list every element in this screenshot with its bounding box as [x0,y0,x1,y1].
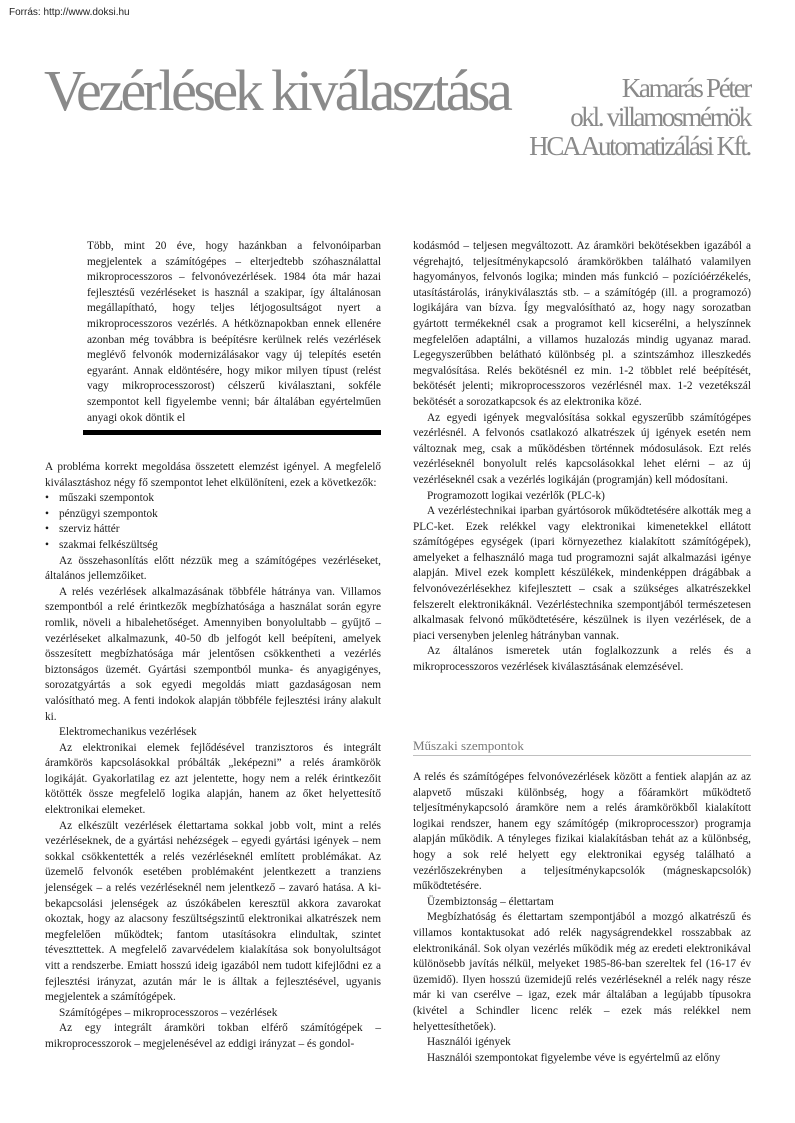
subheading: Programozott logikai vezérlők (PLC-k) [427,489,605,502]
list-item: • műszaki szempontok [45,491,381,507]
paragraph: Az egy integrált áramköri tokban elférő számítógépek – mikroprocesszorok – megjelenésével az eddigi irányzat – és gondol- [45,1022,381,1050]
paragraph: Használói szempontokat figyelembe véve is egyértelmű az előny [427,1051,721,1064]
paragraph: Az egyedi igények megvalósítása sokkal egyszerűbb számítógépes vezérlésnél. A felvonós csatlakozó alkatrészek új igények esetén nem változnak meg, csak a működésben történnek módosulások. Ezt relés vezérléseknél bonyolult relés kapcsolásokkal lehet elérni – az új vezérléseknél csak a vezérlés logikáján (programján) kell módosítani. [413,411,751,486]
paragraph: Az elektronikai elemek fejlődésével tranzisztoros és integrált áramkörös kapcsolásokkal próbálták „leképezni” a relés áramkörök logikáját. Gyakorlatilag ez azt jelentette, hogy nem a relék érintkezőit kötötték össze megfelelő logika alapján, hanem az őket helyettesítő elektronikai elemeket. [45,741,381,817]
paragraph: A relés és számítógépes felvonóvezérlések között a fentiek alapján az az alapvető műszaki különbség, hogy a főáramkört működtető teljesítménykapcsoló áramköre nem a relés áramkörökből kialakított logikai rendszer, hanem egy számítógép (mikroprocesszor) programja alapján működik. A tényleges fizikai kialakításban tehát az a különbség, hogy a sok relé helyett egy elektronikai egység található a vezérlőszekrényben a teljesítménykapcsolók (mágneskapcsolók) működtetésére. [413,771,751,893]
author-block [529,74,750,161]
author-name: Kamarás Péter [621,73,750,103]
left-column [45,460,381,1053]
subheading: Számítógépes – mikroprocesszoros – vezérlések [59,1006,278,1019]
paragraph: Az összehasonlítás előtt nézzük meg a számítógépes vezérléseket, általános jellemzőiket. [45,554,381,583]
list-item: • pénzügyi szempontok [45,507,381,523]
paragraph: A probléma korrekt megoldása összetett elemzést igényel. A megfelelő kiválasztáshoz négy fő szempontot lehet elkülöníteni, ezek a következők: [45,461,381,489]
paragraph: Az általános ismeretek után foglalkozzunk a relés és a mikroprocesszoros vezérlések kiválasztásának elemzésével. [413,645,751,674]
paragraph: Megbízhatóság és élettartam szempontjából a mozgó alkatrészű és villamos kontaktusokat adó relék nagyságrendekkel rosszabbak az elektronikánál. Sok olyan vezérlés működik még az eredeti elektronikával különösebb javítás nélkül, melyeket 1985-86-ban szereltek fel (16-17 év üzemidő). Ilyen hosszú üzemidejű relés vezérléseknél a relék nagy része már ki van cserélve – igaz, ezek már általában a legújabb típusokra (kivétel a Schindler licenc relék – ezek más relékkel nem helyettesíthetőek). [413,911,751,1033]
subheading: Üzembiztonság – élettartam [427,895,554,908]
lead-text: Több, mint 20 éve, hogy hazánkban a felvonóiparban megjelentek a számítógépes – elterjedtebb szóhasználattal mikroprocesszoros – felvonóvezérlések. 1984 óta már hazai fejlesztésű vezérléseket is használ a szakipar, így általánosan megállapítható, hogy teljes létjogosultságot nyert a mikroprocesszoros vezérlés. A hétköznapokban ennek ellenére azonban még továbbra is beépítésre kerülnek relés vezérlések meglévő felvonók modernizálásakor vagy új telepítés esetén egyaránt. Annak eldöntésére, hogy mikor milyen típust (relést vagy mikroprocesszorost) célszerű kiválasztani, sokféle szempontot kell figyelembe venni; bár általában egyértelműen anyagi okok döntik el [87,240,381,424]
list-item: • szerviz háttér [45,522,381,538]
page-title: Vezérlések kiválasztása [44,58,510,123]
author-company: HCA Automatizálási Kft. [529,131,750,161]
author-role: okl. villamosmérnök [570,102,750,132]
paragraph: A relés vezérlések alkalmazásának többféle hátránya van. Villamos szempontból a relé érintkezők megbízhatósága a használat során egyre romlik, növeli a hibalehetőséget. Amennyiben bonyolultabb – gyűjtő – vezérléseket alkalmazunk, 40-50 db jelfogót kell beépíteni, amelyek összesített megbízhatósága már jelentősen csökkentheti a vezérlés biztonságos üzemét. Gyártási szempontból munka- és anyagigényes, sorozatgyártás a sok egyedi megoldás miatt gazdaságosan nem valósítható meg. A fenti indokok alapján többféle fejlesztési irány alakult ki. [45,585,381,723]
criteria-list [45,491,381,553]
right-column-bottom [413,770,751,1066]
subheading: Használói igények [427,1036,511,1049]
subheading: Elektromechanikus vezérlések [59,726,197,739]
paragraph: kodásmód – teljesen megváltozott. Az áramköri bekötésekben igazából a végrehajtó, teljesítménykapcsoló áramkörökben található valamilyen hagyományos, felvonós logika; minden más funkció – pozícióérzékelés, utasítástárolás, iránykiválasztás stb. – a számítógép (ill. a programozó) logikájára van bízva. Így megvalósítható az, hogy nagy sorozatban gyártott termékeknél csak a programot kell kicserélni, a helyszínnek megfelelően adaptálni, a villamos huzalozás mindig ugyanaz marad. Legegyszerűbben belátható különbség pl. a szintszámhoz illeszkedés megvalósítása. Relés bekötésnél ez min. 1-2 többlet relé beépítését, bekötését jelenti; mikroprocesszoros vezérlésnél max. 1-2 vezetékszál bekötését a sorozatkapcsok és az elektronika közé. [413,240,751,408]
paragraph: A vezérléstechnikai iparban gyártósorok működtetésére alkották meg a PLC-ket. Ezek relékkel vagy elektronikai kimenetekkel ellátott számítógépes egységek (ipari környezethez kialakított számítógépek), amelyeket a felhasználó maga tud programozni saját alkalmazási igénye alapján. Mivel ezek komplett készülékek, mindenképpen drágábbak a felvonóvezérlésekhez kifejlesztett – csak a szükséges alkatrészekkel felszerelt elektronikáknál. Vezérléstechnika szempontjából természetesen alkalmasak felvonó működtetésére, készülnek is ilyen vezérlések, de a piaci versenyben jelenleg hátrányban vannak. [413,505,751,642]
source-note: Forrás: http://www.doksi.hu [9,7,130,18]
lead-paragraph [87,239,381,426]
paragraph: Az elkészült vezérlések élettartama sokkal jobb volt, mint a relés vezérléseknek, de a gyártási nehézségek – egyedi gyártási igények – nem sokkal csökkentették a relés vezérléseknél említett problémákat. Az üzemelő felvonók esetében problémaként jelentkezett a tranziens jelenségek – a relés vezérléseknél nem jelentkező – zavaró hatása. A ki-bekapcsolási jelenségek az úszókábelen keresztül akkora zavarokat okoztak, hogy az alacsony feszültségszintű elektronikai alkatrészek nem megfelelően működtek; fantom utasításokra elindultak, szintet téveszttettek. A megfelelő zavarvédelem kialakítása sok bonyolultságot vitt a rendszerbe. Emiatt hosszú ideig igazából nem tudott kifejlődni ez a fejlesztési irányzat, azután már le is álltak a fejlesztésével, ugyanis megjelentek a számítógépek. [45,819,381,1004]
lead-divider [83,430,381,435]
list-item: • szakmai felkészültség [45,538,381,554]
section-heading: Műszaki szempontok [413,738,751,756]
right-column-top [413,239,751,676]
